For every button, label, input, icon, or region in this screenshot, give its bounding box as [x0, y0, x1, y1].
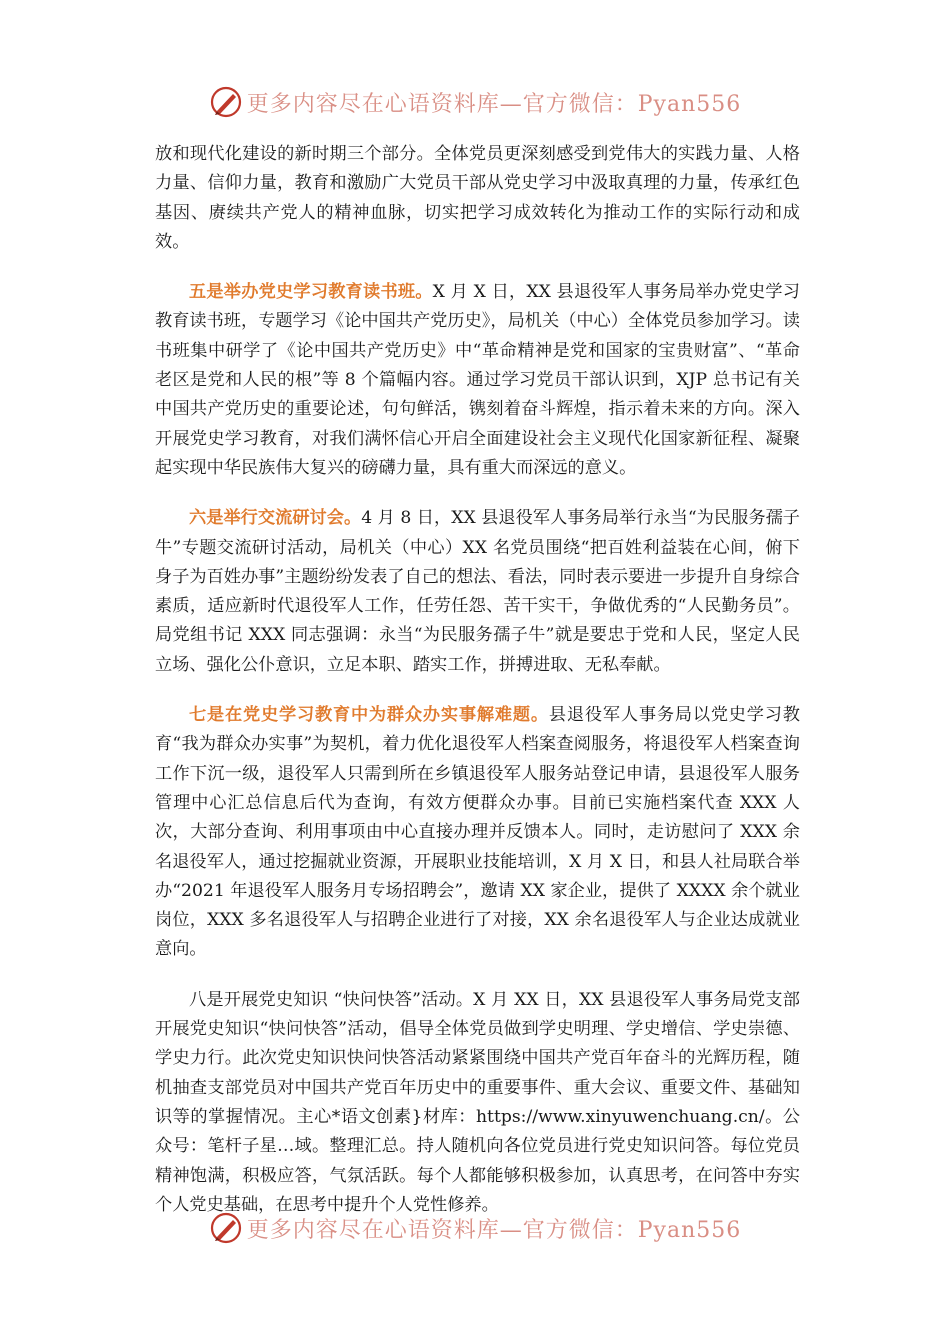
- paragraph-body: X 月 X 日，XX 县退役军人事务局举办党史学习教育读书班，专题学习《论中国共产党历史》，局机关（中心）全体党员参加学习。读书班集中研学了《论中国共产党历史》中“革命精神是党和国家的宝贵财富”、“革命老区是党和人民的根”等 8 个篇幅内容。通过学习党员干部认识到，XJP 总书记有关中国共产党历史的重要论述，句句鲜活，镌刻着奋斗辉煌，指示着未来的方向。深入开展党史学习教育，对我们满怀信心开启全面建设社会主义现代化国家新征程、凝聚起实现中华民族伟大复兴的磅礴力量，具有重大而深远的意义。: [155, 282, 800, 478]
- pen-logo-icon: [209, 1211, 243, 1245]
- paragraph-8: [155, 986, 800, 1220]
- header-banner: [0, 80, 950, 124]
- paragraph-body: 放和现代化建设的新时期三个部分。全体党员更深刻感受到党伟大的实践力量、人格力量、信仰力量，教育和激励广大党员干部从党史学习中汲取真理的力量，传承红色基因、赓续共产党人的精神血脉，切实把学习成效转化为推动工作的实际行动和成效。: [155, 144, 800, 252]
- paragraph-body: 4 月 8 日，XX 县退役军人事务局举行永当“为民服务孺子牛”专题交流研讨活动，局机关（中心）XX 名党员围绕“把百姓利益装在心间，俯下身子为百姓办事”主题纷纷发表了自己的想法、看法，同时表示要进一步提升自身综合素质，适应新时代退役军人工作，任劳任怨、苦干实干，争做优秀的“人民勤务员”。局党组书记 XXX 同志强调：永当“为民服务孺子牛”就是要忠于党和人民，坚定人民立场、强化公仆意识，立足本职、踏实工作，拼搏进取、无私奉献。: [155, 508, 800, 675]
- paragraph-body: 县退役军人事务局以党史学习教育“我为群众办实事”为契机，着力优化退役军人档案查阅服务，将退役军人档案查询工作下沉一级，退役军人只需到所在乡镇退役军人服务站登记申请，县退役军人服务管理中心汇总信息后代为查询，有效方便群众办事。目前已实施档案代查 XXX 人次，大部分查询、利用事项由中心直接办理并反馈本人。同时，走访慰问了 XXX 余名退役军人，通过挖掘就业资源，开展职业技能培训，X 月 X 日，和县人社局联合举办“2021 年退役军人服务月专场招聘会”，邀请 XX 家企业，提供了 XXXX 余个就业岗位，XXX 多名退役军人与招聘企业进行了对接，XX 余名退役军人与企业达成就业意向。: [155, 705, 800, 960]
- banner-text: 更多内容尽在心语资料库—官方微信：Pyan556: [246, 91, 742, 117]
- document-body: [155, 140, 800, 1241]
- paragraph-continued: [155, 140, 800, 257]
- paragraph-5: [155, 278, 800, 483]
- paragraph-lead: 七是在党史学习教育中为群众办实事解难题。: [189, 705, 549, 726]
- banner-text: 更多内容尽在心语资料库—官方微信：Pyan556: [246, 1217, 742, 1243]
- paragraph-6: [155, 504, 800, 680]
- paragraph-body: 八是开展党史知识 “快问快答”活动。X 月 XX 日，XX 县退役军人事务局党支部开展党史知识“快问快答”活动，倡导全体党员做到学史明理、学史增信、学史崇德、学史力行。此次党史知识快问快答活动紧紧围绕中国共产党百年奋斗的光辉历程，随机抽查支部党员对中国共产党百年历史中的重要事件、重大会议、重要文件、基础知识等的掌握情况。主心*语文创素}材库：https://www.xinyuwenchuang.cn/。公众号：笔杆子星…域。整理汇总。持人随机向各位党员进行党史知识问答。每位党员精神饱满，积极应答，气氛活跃。每个人都能够积极参加，认真思考，在问答中夯实个人党史基础，在思考中提升个人党性修养。: [155, 989, 800, 1215]
- pen-logo-icon: [209, 85, 243, 119]
- paragraph-lead: 六是举行交流研讨会。: [189, 508, 362, 529]
- paragraph-7: [155, 701, 800, 965]
- paragraph-lead: 五是举办党史学习教育读书班。: [189, 282, 433, 303]
- footer-banner: [0, 1206, 950, 1250]
